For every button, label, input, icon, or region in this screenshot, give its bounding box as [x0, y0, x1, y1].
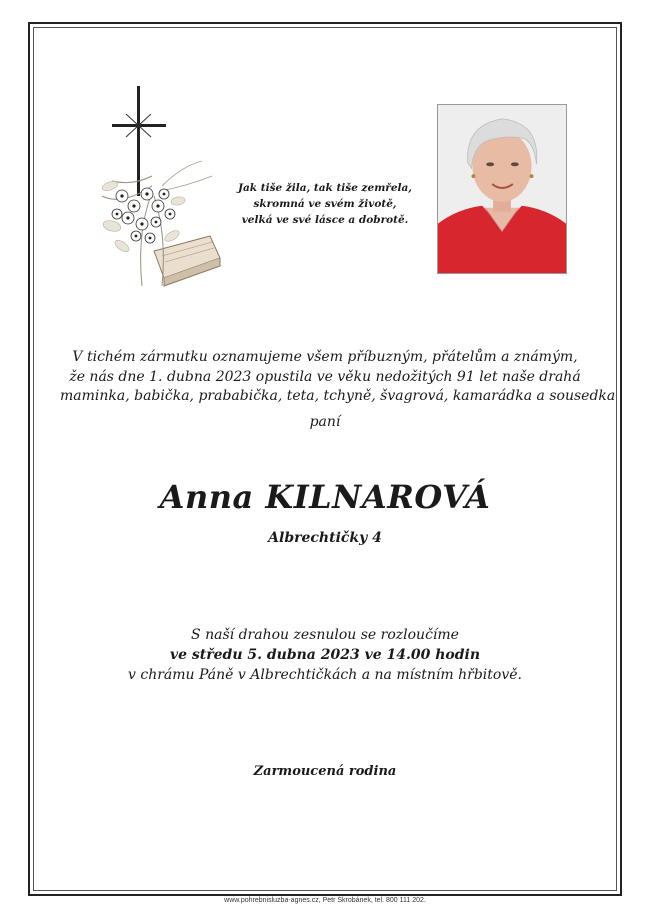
cross-icon [112, 86, 166, 196]
announcement-line: že nás dne 1. dubna 2023 opustila ve věku nedožitých 91 let naše drahá [69, 368, 581, 385]
farewell-line: S naší drahou zesnulou se rozloučíme [191, 627, 459, 643]
funeral-date-time: ve středu 5. dubna 2023 ve 14.00 hodin [169, 647, 481, 663]
funeral-location: v chrámu Páně v Albrechtičkách a na místním hřbitově. [128, 667, 522, 683]
cross-flowers-decoration [92, 86, 228, 296]
deceased-address: Albrechtičky 4 [268, 530, 382, 546]
honorific: paní [309, 414, 341, 430]
mourning-family-signature: Zarmoucená rodina [253, 764, 397, 779]
memorial-verse [235, 180, 415, 228]
announcement-line: V tichém zármutku oznamujeme všem příbuzným, přátelům a známým, [72, 349, 578, 365]
funeral-details [60, 625, 590, 685]
verse-line: skromná ve svém životě, [253, 198, 397, 210]
verse-line: velká ve své lásce a dobrotě. [241, 214, 409, 226]
deceased-name: Anna KILNAROVÁ [159, 478, 491, 516]
funeral-service-footer: www.pohrebnisluzba-agnes.cz, Petr Škrobánek, tel. 800 111 202. [224, 897, 426, 904]
announcement-line: maminka, babička, prababička, teta, tchyně, švagrová, kamarádka a sousedka [60, 388, 616, 404]
verse-line: Jak tiše žila, tak tiše zemřela, [238, 182, 412, 194]
death-announcement [60, 348, 616, 407]
deceased-portrait-photo [437, 104, 567, 274]
book-icon [154, 236, 220, 286]
